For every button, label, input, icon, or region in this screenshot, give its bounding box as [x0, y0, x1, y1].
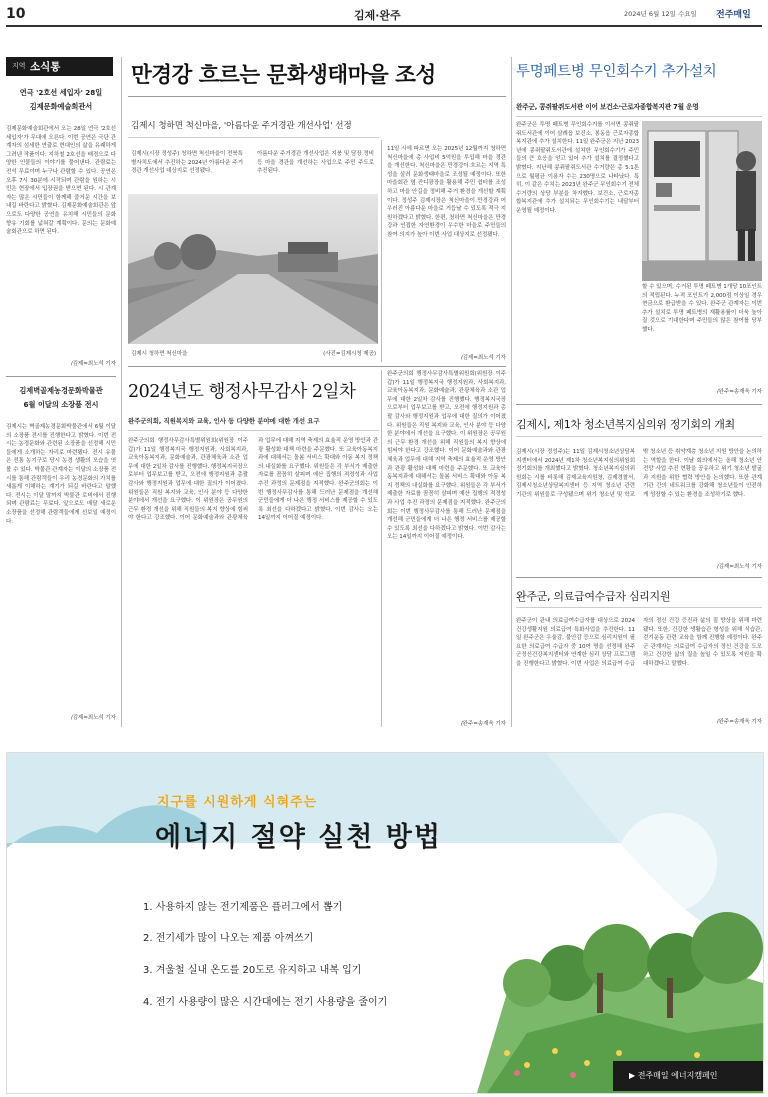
- sidebar-item-1-body: 김제문화예술회관에서 오는 28일 연극 '2호선 세입자'가 무대에 오른다. 이번 공연은 극단 관계자의 섬세한 연출로 현대인의 삶을 유쾌하게 그려낸 작품이다. 지하철 2호선을 배경으로 다양한 인물들의 이야기를 풀어낸다. 관람료는 전석 무료이며 누구나 관람할 수 있다. 공연은 오후 7시 30분에 시작되며 관람을 원하는 시민은 현장에서 입장권을 받으면 된다. 시 관계자는 많은 시민들이 함께해 즐거운 시간을 보내길 바란다고 밝혔다. 김제문화예술회관은 앞으로도 다양한 공연을 유치해 시민들의 문화 향유 기회를 넓혀갈 계획이다. 문의는 문화예술회관으로 하면 된다.: [6, 126, 116, 236]
- main-subhead: 김제시 청하면 척신마을, '아름다운 주거경관 개선사업' 선정: [131, 121, 352, 131]
- sidebar-item-1-title-line1: 연극 '2호선 세입자' 28일: [19, 88, 103, 97]
- recycling-machine-photo: [642, 121, 762, 281]
- sidebar-item-1-byline: /김제=최노석 기자: [70, 361, 116, 367]
- main-photo-caption: 김제시 청하면 척신마을: [131, 351, 188, 357]
- page-number: 10: [6, 6, 26, 22]
- sidebar-item-1-title-line2: 김제문화예술회관서: [29, 102, 93, 111]
- ad-footer-banner: [613, 1061, 763, 1091]
- sidebar-divider: [6, 376, 116, 377]
- center-right-rule: [511, 57, 512, 727]
- ad-subtitle: 지구를 시원하게 식혀주는: [157, 795, 318, 810]
- ad-title: 에너지 절약 실천 방법: [155, 822, 442, 853]
- pet-bottom-rule: [516, 404, 762, 405]
- section-title: 김제·완주: [354, 9, 401, 22]
- youth-byline: /김제=최노석 기자: [716, 564, 762, 570]
- audit-body-continued: [387, 370, 506, 716]
- recycling-machine-image: [642, 121, 762, 281]
- sidebar-item-2-byline: /김제=최노석 기자: [70, 715, 116, 721]
- sidebar-label-big: 소식통: [30, 61, 61, 73]
- sidebar-banner: [6, 57, 113, 76]
- sidebar-column-rule: [121, 57, 122, 727]
- audit-headline: 2024년도 행정사무감사 2일차: [128, 382, 356, 402]
- youth-headline-rule: [516, 436, 762, 437]
- ad-tip-3: 3. 겨울철 실내 온도를 20도로 유지하고 내복 입기: [143, 965, 362, 976]
- meal-headline-rule: [516, 607, 762, 608]
- sidebar-item-2-body: 김제시는 벽골제농경문화박물관에서 6월 이달의 소장품 전시를 진행한다고 밝혔다. 이번 전시는 농경문화와 관련된 소장품을 선정해 시민들에게 소개하는 자리로 마련됐다. 전시 유물은 전통 농기구로 당시 농경 생활의 모습을 엿볼 수 있다. 박물관 관계자는 이달의 소장품 전시를 통해 관람객들이 우리 농경문화의 가치를 새롭게 이해하는 계기가 되길 바란다고 말했다. 전시는 이달 말까지 박물관 로비에서 진행되며 관람료는 무료다. 앞으로도 매달 새로운 소장품을 선정해 관람객들에게 선보일 예정이다.: [6, 424, 116, 525]
- main-body-right: 아름다운 주거경관 개선사업은 지붕 및 담장 정비 등 마을 경관을 개선하는 사업으로 주민 주도로 추진된다.: [257, 151, 374, 175]
- village-photo-image: [128, 194, 378, 344]
- main-body-left: 김제시(시장 정성주) 청하면 척신마을이 전북특별자치도에서 추진하는 2024년 아름다운 주거경관 개선사업 대상지로 선정됐다.: [131, 151, 243, 175]
- ad-tip-4: 4. 전기 사용량이 많은 시간대에는 전기 사용량을 줄이기: [143, 997, 388, 1008]
- energy-campaign-ad: [6, 752, 764, 1094]
- main-byline: /김제=최노석 기자: [460, 355, 506, 361]
- main-subhead-rule: [128, 137, 379, 138]
- audit-subhead-rule: [128, 430, 379, 431]
- pet-body-1: 완주군은 투명 페트병 무인회수기를 이서면 콩쥐팥쥐도서관에 이어 삼례읍 보건소, 봉동읍 근로자종합복지관에 추가 설치한다. 11일 완주군은 지난 2023년에 콩쥐팥쥐도서관에 설치한 무인회수기가 주민들의 큰 호응을 얻고 있어 추가 설치를 결정했다고 밝혔다. 지난해 콩쥐팥쥐도서관 수거량은 총 5.1톤으로 월평균 이용자 수는 230명으로 나타났다. 특히, 이 같은 수치는 2023년 완주군 무인회수기 전체 수거량의 상당 부분을 차지했다. 보건소, 근로자종합복지관에 추가 설치되는 무인회수기는 내달부터 운영될 예정이다.: [516, 122, 639, 214]
- audit-column-rule: [381, 370, 382, 727]
- meal-body: 완주군이 관내 의료급여수급자를 대상으로 2024 건강생활지원 의료급여 특화사업을 추진한다. 11일 완주군은 우울감, 불안감 등으로 심리지원이 필요한 의료급여 수급자 중 10여 명을 선정해 완주군정신건강복지센터와 연계한 심리 상담 프로그램을 진행한다고 밝혔다. 이번 사업은 의료급여 수급자의 정신 건강 증진과 삶의 질 향상을 위해 마련됐다. 또한, 건강한 생활습관 형성을 위해 식습관, 걷기운동 관련 교육을 함께 진행할 예정이다. 완주군 관계자는 의료급여 수급자의 정신 건강을 도모하고 건강한 삶의 질을 높일 수 있도록 지원을 확대하겠다고 말했다.: [516, 618, 762, 667]
- sidebar-item-2-title: [6, 384, 116, 412]
- meal-byline: /완주=송재욱 기자: [716, 719, 762, 725]
- pet-body-2: 할 수 있으며, 수거된 투명 페트병 1개당 10포인트의 적립된다. 누적 포인트가 2,000점 이상일 경우 현금으로 환급받을 수 있다. 완주군 관계자는 이번 추가 설치로 투명 페트병의 재활용률이 더욱 높아질 것으로 기대한다며 주민들의 많은 참여를 당부했다.: [642, 284, 762, 333]
- youth-body: 김제시(시장 정성주)는 11일 김제시청소년상담복지센터에서 2024년 제1차 청소년복지심의위원회 정기회의를 개최했다고 밝혔다. 청소년복지심의위원회는 시를 비롯해 김제교육지원청, 김제경찰서, 김제시청소년상담복지센터 등 지역 청소년 관련 기관의 위원들로 구성됐으며 위기 청소년 및 학교 밖 청소년 등 취약계층 청소년 지원 방안을 논의하는 역할을 한다. 이날 회의에서는 올해 청소년 안전망 사업 추진 현황을 공유하고 위기 청소년 발굴과 지원을 위한 협력 방안을 논의했다. 또한 관계 기관 간의 네트워크를 강화해 청소년들이 안전하게 성장할 수 있는 환경을 조성하기로 했다.: [516, 449, 762, 498]
- audit-byline: /완주=송재욱 기자: [460, 721, 506, 727]
- youth-bottom-rule: [516, 577, 762, 578]
- audit-subhead: 완주군의회, 직원복지와 교육, 인사 등 다양한 분야에 대한 개선 요구: [128, 417, 320, 425]
- pet-byline: /완주=송재욱 기자: [716, 389, 762, 395]
- main-headline: 만경강 흐르는 문화생태마을 조성: [131, 63, 436, 88]
- audit-body-continued-text: 완주군의회 행정사무감사특별위원회(위원장 이주갑)가 11일 행정복지국 행정지원과, 사회복지과, 교육아동복지과, 문화예술과, 관광체육과 소관 업무에 대한 2일차 감사를 진행했다. 행정복지국장으로부터 업무보고를 받고, 오전에 행정지원과 총괄 감사와 행정지원과 업무에 대한 질의가 이어졌다. 위원들은 직원 복지와 교육, 인사 분야 등 다양한 분야에서 개선을 요구했다. 이 위원장은 공무원의 근무 환경 개선을 위해 직원들의 복지 향상에 힘써야 한다고 강조했다. 이어 문화예술과와 관광체육과 업무에 대해 지역 축제의 효율적 운영 방안과 관광 활성화 대책 마련을 주문했다. 또 교육아동복지과에 대해서는 돌봄 서비스 확대와 아동 복지 정책의 내실화를 요구했다. 위원들은 각 부서가 제출한 자료를 꼼꼼히 살피며 예산 집행의 적정성과 사업 추진 과정의 문제점을 지적했다. 완주군의회는 이번 행정사무감사를 통해 드러난 문제점을 개선해 군민들에게 더 나은 행정 서비스를 제공할 수 있도록 최선을 다하겠다고 밝혔다. 이번 감사는 오는 14일까지 이어질 예정이다.: [387, 371, 506, 541]
- ad-footer-text: ▶ 전주매일 에너지캠페인: [629, 1071, 718, 1080]
- main-body-col3: 11일 시에 따르면 오는 2025년 12월까지 청하면 척신마을에 총 사업비 5억원을 투입해 마을 경관을 개선한다. 척신마을은 만경강이 흐르는 지역 특성을 살려 문화생태마을로 조성될 예정이다. 또한 마을회관 옆 잔디광장을 활용해 주민 쉼터를 조성하고 마을 안길을 정비해 주거 환경을 개선할 계획이다. 정성주 김제시장은 척신마을이 만경강과 어우러진 아름다운 마을로 거듭날 수 있도록 적극 지원하겠다고 밝혔다. 한편, 청하면 척신마을은 만경강과 인접한 자연환경이 우수한 마을로 주민들의 참여 의지가 높아 이번 사업 대상지로 선정됐다.: [387, 146, 506, 238]
- header-rule: [6, 25, 762, 27]
- issue-date: 2024년 6월 12일 수요일: [624, 10, 697, 18]
- paper-name: 전주매일: [716, 10, 751, 20]
- sidebar-item-2-title-line1: 김제벽골제농경문화박물관: [19, 386, 103, 395]
- youth-headline: 김제시, 제1차 청소년복지심의위 정기회의 개최: [516, 418, 735, 431]
- pet-headline: 투명페트병 무인회수기 추가설치: [516, 64, 717, 80]
- pet-subhead: 완주군, 콩쥐팥쥐도서관 이어 보건소·근로자종합복지관 7월 운영: [516, 103, 699, 111]
- sidebar-item-1-title: [6, 86, 116, 114]
- main-headline-rule: [128, 96, 506, 97]
- ad-tip-2: 2. 전기세가 많이 나오는 제품 아껴쓰기: [143, 933, 314, 944]
- sidebar-item-2-title-line2: 6월 이달의 소장품 전시: [23, 400, 99, 409]
- meal-headline: 완주군, 의료급여수급자 심리지원: [516, 590, 671, 603]
- ad-tip-1: 1. 사용하지 않는 전기제품은 플러그에서 뽑기: [143, 902, 343, 913]
- audit-body: 완주군의회 행정사무감사특별위원회(위원장 이주갑)가 11일 행정복지국 행정지원과, 사회복지과, 교육아동복지과, 문화예술과, 관광체육과 소관 업무에 대한 2일차 감사를 진행했다. 행정복지국장으로부터 업무보고를 받고, 오전에 행정지원과 총괄 감사와 행정지원과 업무에 대한 질의가 이어졌다. 위원들은 직원 복지와 교육, 인사 분야 등 다양한 분야에서 개선을 요구했다. 이 위원장은 공무원의 근무 환경 개선을 위해 직원들의 복지 향상에 힘써야 한다고 강조했다. 이어 문화예술과와 관광체육과 업무에 대해 지역 축제의 효율적 운영 방안과 관광 활성화 대책 마련을 주문했다. 또 교육아동복지과에 대해서는 돌봄 서비스 확대와 아동 복지 정책의 내실화를 요구했다. 위원들은 각 부서가 제출한 자료를 꼼꼼히 살피며 예산 집행의 적정성과 사업 추진 과정의 문제점을 지적했다. 완주군의회는 이번 행정사무감사를 통해 드러난 문제점을 개선해 군민들에게 더 나은 행정 서비스를 제공할 수 있도록 최선을 다하겠다고 밝혔다. 이번 감사는 오는 14일까지 이어질 예정이다.: [128, 438, 378, 522]
- sidebar-label-small: 지역: [12, 62, 26, 70]
- ad-background-art: [7, 753, 763, 1093]
- main-column-rule: [381, 140, 382, 362]
- main-bottom-rule: [128, 366, 506, 367]
- village-photo: [128, 194, 378, 344]
- main-photo-credit: (사진=김제시청 제공): [323, 351, 376, 357]
- pet-subhead-rule: [516, 116, 762, 117]
